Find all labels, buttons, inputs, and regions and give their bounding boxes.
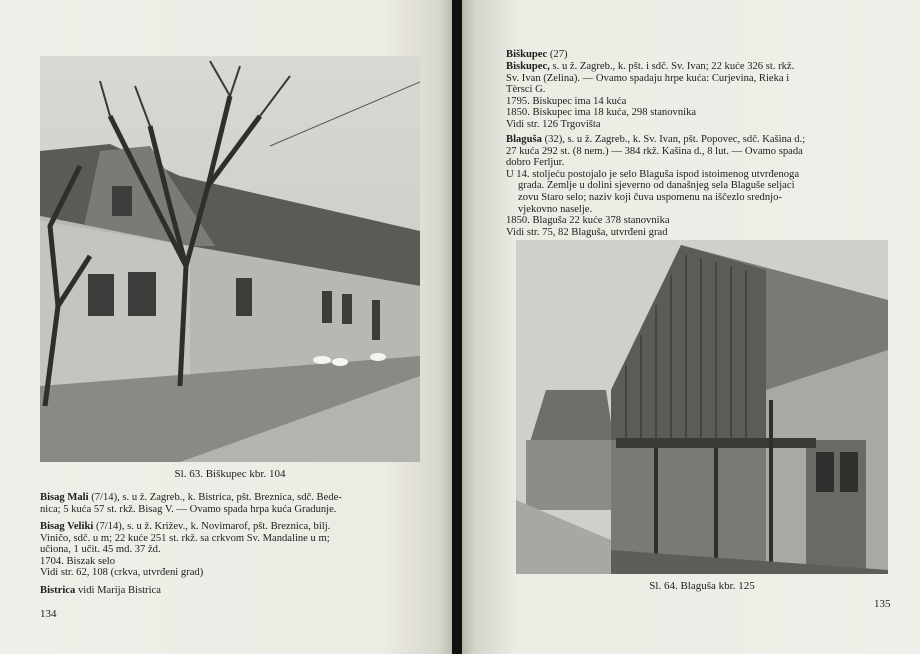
section-title: Biškupec — [506, 49, 548, 60]
entry-text: Vidi str. 126 Trgovišta — [506, 118, 601, 130]
house-photo-illustration — [40, 56, 420, 462]
section-heading — [506, 49, 886, 61]
right-page — [462, 0, 920, 654]
entry-text: U 14. stoljeću postojalo je selo Blaguša ispod istoimenog utvrđenoga — [506, 168, 800, 180]
entry-blagusa — [506, 134, 888, 238]
entry-text: Sv. Ivan (Zelina). — Ovamo spadaju hrpe kuća: Curjevina, Rieka i — [506, 72, 790, 84]
entry-text: grada. Zemlje u dolini sjeverno od današnjeg sela Blaguše seljaci — [518, 180, 795, 192]
entry-text: 1850. Blaguša 22 kuće 378 stanovnika — [506, 215, 670, 227]
entry-text: (32), s. u ž. Zagreb., k. Sv. Ivan, pšt. Popovec, sdč. Kašina d.; — [541, 134, 806, 145]
entry-bisag-veliki — [40, 521, 420, 579]
left-page — [0, 0, 452, 654]
entry-text: (7/14), s. u ž. Križev., k. Novimarof, pšt. Breznica, bilj. — [93, 521, 331, 532]
entry-text: 27 kuća 292 st. (8 nem.) — 384 rkž. Kašina d., 8 lut. — Ovamo spada — [506, 145, 803, 157]
entry-text: 1795. Biskupec ima 14 kuća — [506, 95, 627, 107]
entry-text: Vidi str. 62, 108 (crkva, utvrđeni grad) — [40, 567, 204, 579]
page-number-left: 134 — [40, 608, 57, 620]
entry-head: Bistrica — [40, 585, 76, 596]
entry-head: Bisag Veliki — [40, 521, 94, 532]
entry-head: Blaguša — [506, 134, 542, 145]
figure-caption-63: Sl. 63. Biškupec kbr. 104 — [174, 468, 286, 480]
entry-text: 1850. Biskupec ima 18 kuća, 298 stanovnika — [506, 107, 697, 119]
photo-biskupec-house — [40, 56, 420, 462]
entry-text: nica; 5 kuća 57 st. rkž. Bisag V. — Ovamo spada hrpa kuća Gradunje. — [40, 503, 337, 515]
entry-head: Bisag Mali — [40, 492, 89, 503]
entry-text: Tèrsci G. — [506, 84, 546, 96]
entry-bisag-mali — [40, 492, 420, 515]
page-number-right: 135 — [874, 598, 891, 610]
wooden-house-photo-illustration — [516, 240, 888, 574]
photo-blagusa-house — [516, 240, 888, 574]
entry-text: vidi Marija Bistrica — [75, 585, 161, 596]
entry-text: dobro Ferljur. — [506, 157, 565, 169]
entry-text: Vidi str. 75, 82 Blaguša, utvrđeni grad — [506, 226, 668, 238]
entry-bistrica — [40, 585, 420, 597]
entry-text: s. u ž. Zagreb., k. pšt. i sdč. Sv. Ivan; 22 kuće 326 st. rkž. — [549, 61, 795, 72]
entry-text: Viničo, sdč. u m; 22 kuće 251 st. rkž. sa crkvom Sv. Mandaline u m; — [40, 532, 330, 544]
entry-text: (7/14), s. u ž. Zagreb., k. Bistrica, pšt. Breznica, sdč. Bede- — [88, 492, 342, 503]
entry-head: Biskupec, — [506, 61, 550, 72]
entry-text: učiona, 1 učit. 45 md. 37 žd. — [40, 544, 161, 556]
figure-caption-64: Sl. 64. Blaguša kbr. 125 — [649, 580, 755, 592]
entry-biskupec — [506, 61, 888, 131]
entry-text: 1704. Biszak selo — [40, 555, 116, 567]
section-count: (27) — [549, 49, 568, 60]
entry-text: vjekovno naselje. — [518, 203, 593, 215]
book-gutter — [452, 0, 462, 654]
entry-text: zovu Staro selo; naziv koji čuva uspomenu na iščezlo srednjo- — [518, 191, 782, 203]
